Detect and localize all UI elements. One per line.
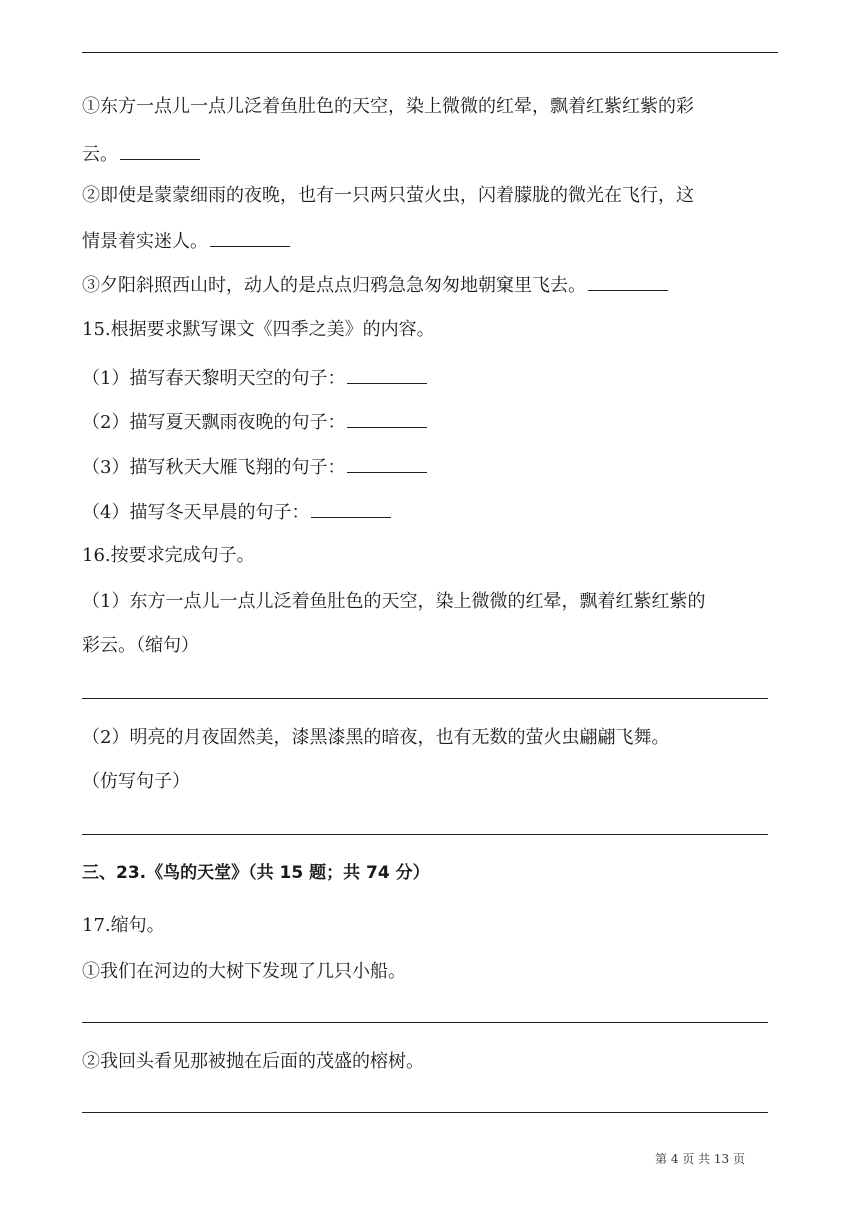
sentence-3: ③夕阳斜照西山时，动人的是点点归鸦急急匆匆地朝窠里飞去。 [82, 272, 778, 298]
answer-blank[interactable] [347, 454, 427, 473]
sentence-1-line-2: 云。 [82, 141, 778, 167]
sentence-1-line-1: ①东方一点儿一点儿泛着鱼肚色的天空，染上微微的红晕，飘着红紫红紫的彩 [82, 96, 694, 117]
answer-blank[interactable] [311, 499, 391, 518]
answer-line[interactable] [82, 1022, 768, 1023]
header-rule [82, 52, 778, 53]
question-15-4: （4）描写冬天早晨的句子： [82, 499, 778, 525]
question-15-3: （3）描写秋天大雁飞翔的句子： [82, 454, 778, 480]
question-15-2: （2）描写夏天飘雨夜晚的句子： [82, 409, 778, 435]
page-footer: 第 4 页 共 13 页 [655, 1152, 745, 1166]
sentence-2-line-2: 情景着实迷人。 [82, 228, 778, 254]
answer-line[interactable] [82, 1112, 768, 1113]
question-16-2-line-2: （仿写句子） [82, 771, 190, 792]
question-16-1-line-2: 彩云。（缩句） [82, 635, 199, 656]
answer-blank[interactable] [588, 272, 668, 291]
question-17-2: ②我回头看见那被抛在后面的茂盛的榕树。 [82, 1051, 424, 1072]
answer-blank[interactable] [120, 141, 200, 160]
answer-line[interactable] [82, 834, 768, 835]
answer-line[interactable] [82, 698, 768, 699]
question-15-1: （1）描写春天黎明天空的句子： [82, 365, 778, 391]
answer-blank[interactable] [210, 228, 290, 247]
question-16-2-line-1: （2）明亮的月夜固然美，漆黑漆黑的暗夜，也有无数的萤火虫翩翩飞舞。 [82, 727, 670, 748]
question-17: 17.缩句。 [82, 915, 165, 936]
question-16: 16.按要求完成句子。 [82, 545, 255, 566]
answer-blank[interactable] [347, 409, 427, 428]
section-3-heading: 三、23.《鸟的天堂》（共 15 题；共 74 分） [82, 863, 430, 883]
question-16-1-line-1: （1）东方一点儿一点儿泛着鱼肚色的天空，染上微微的红晕，飘着红紫红紫的 [82, 591, 706, 612]
question-15: 15.根据要求默写课文《四季之美》的内容。 [82, 319, 435, 340]
question-17-1: ①我们在河边的大树下发现了几只小船。 [82, 961, 406, 982]
answer-blank[interactable] [347, 365, 427, 384]
sentence-2-line-1: ②即使是蒙蒙细雨的夜晚，也有一只两只萤火虫，闪着朦胧的微光在飞行，这 [82, 185, 694, 206]
